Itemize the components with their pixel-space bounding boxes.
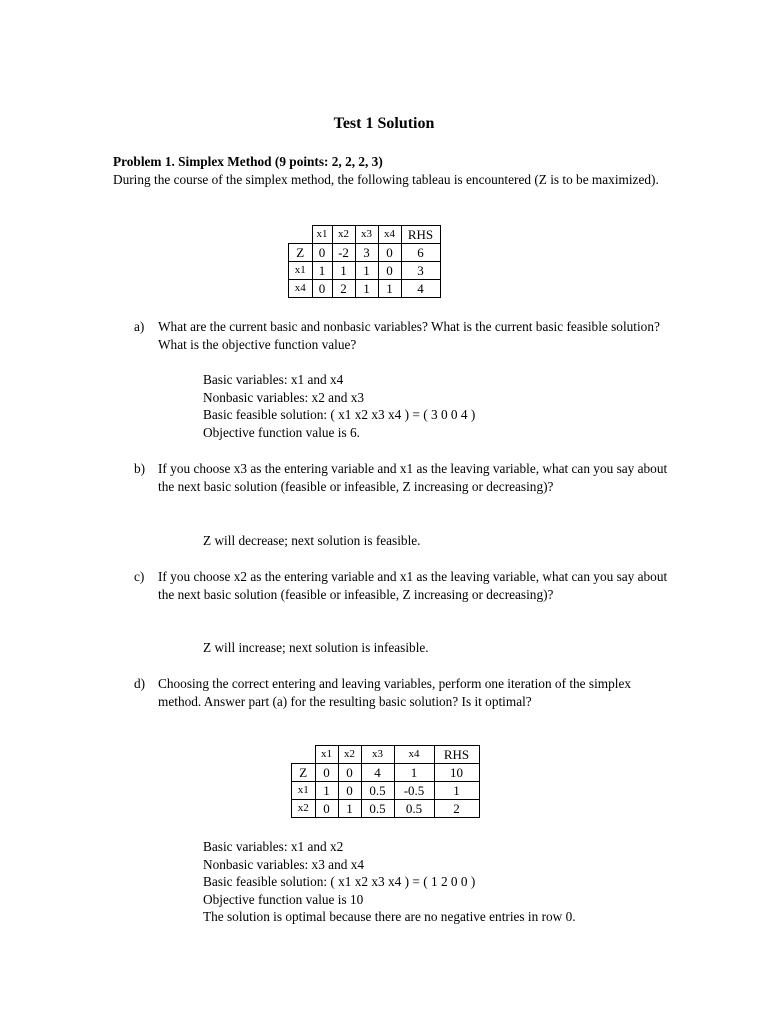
answer-line: Nonbasic variables: x2 and x3 — [203, 389, 364, 405]
table-cell: 1 — [312, 262, 332, 280]
table-cell: 4 — [361, 764, 394, 782]
table-cell: 0 — [338, 782, 361, 800]
table-cell: 0.5 — [361, 800, 394, 818]
table-row — [289, 244, 441, 262]
table-cell: 0 — [312, 244, 332, 262]
problem-intro: During the course of the simplex method, the following tableau is encountered (Z is to be maximized). — [113, 172, 659, 187]
table-row — [289, 262, 441, 280]
answer-line: Objective function value is 10 — [203, 891, 364, 907]
part-label: b) — [134, 461, 146, 476]
table-cell: 1 — [394, 764, 434, 782]
part-question: What are the current basic and nonbasic variables? What is the current basic feasible solution? What is the objective function value? — [158, 319, 660, 352]
tableau-header-row — [289, 226, 441, 244]
column-header: x4 — [378, 226, 401, 244]
table-cell: -0.5 — [394, 782, 434, 800]
part-question: If you choose x3 as the entering variable and x1 as the leaving variable, what can you say about the next basic solution (feasible or infeasible, Z increasing or decreasing)? — [158, 461, 668, 494]
table-cell: 2 — [332, 280, 355, 298]
table-cell: 1 — [315, 782, 338, 800]
table-cell: 0 — [315, 764, 338, 782]
column-header: x3 — [355, 226, 378, 244]
column-header: x2 — [332, 226, 355, 244]
table-cell: 1 — [332, 262, 355, 280]
table-cell: 0 — [315, 800, 338, 818]
part-a-answers — [203, 371, 475, 441]
table-cell: 1 — [355, 280, 378, 298]
part-label: d) — [134, 676, 146, 691]
tableau-header-row — [292, 746, 480, 764]
table-cell: 1 — [338, 800, 361, 818]
table-row — [292, 782, 480, 800]
answer-line: Basic variables: x1 and x2 — [203, 839, 344, 854]
table-row — [292, 764, 480, 782]
column-header: x3 — [361, 746, 394, 764]
answer-line: Basic variables: x1 and x4 — [203, 372, 344, 387]
table-cell: 0 — [338, 764, 361, 782]
part-c — [134, 568, 674, 603]
row-label: x4 — [289, 280, 313, 298]
column-header: RHS — [401, 226, 440, 244]
tableau-final — [291, 745, 480, 818]
table-cell: 2 — [434, 800, 479, 818]
part-a — [134, 318, 674, 353]
table-cell: 10 — [434, 764, 479, 782]
table-cell: 1 — [434, 782, 479, 800]
table-cell: 0 — [378, 244, 401, 262]
answer-line: Basic feasible solution: ( x1 x2 x3 x4 ) = ( 3 0 0 4 ) — [203, 407, 476, 422]
table-cell: 0.5 — [361, 782, 394, 800]
table-cell: 4 — [401, 280, 440, 298]
answer-line: Z will increase; next solution is infeasible. — [203, 640, 429, 655]
table-cell: 3 — [401, 262, 440, 280]
table-row — [292, 800, 480, 818]
row-label: x2 — [292, 800, 316, 818]
part-d-answers — [203, 838, 576, 926]
row-label: x1 — [289, 262, 313, 280]
column-header: x1 — [315, 746, 338, 764]
table-row — [289, 280, 441, 298]
tableau-initial — [288, 225, 441, 298]
table-cell: 1 — [355, 262, 378, 280]
table-cell: 0 — [312, 280, 332, 298]
part-d — [134, 675, 674, 710]
table-cell: 0.5 — [394, 800, 434, 818]
answer-line: Nonbasic variables: x3 and x4 — [203, 856, 364, 872]
page-title: Test 1 Solution — [333, 115, 435, 132]
column-header: RHS — [434, 746, 479, 764]
answer-line: The solution is optimal because there are no negative entries in row 0. — [203, 909, 576, 924]
answer-line: Objective function value is 6. — [203, 424, 360, 440]
column-header: x2 — [338, 746, 361, 764]
problem-title: Problem 1. Simplex Method (9 points: 2, 2, 2, 3) — [113, 154, 383, 169]
answer-line: Z will decrease; next solution is feasible. — [203, 533, 421, 548]
row-label: Z — [289, 244, 313, 262]
part-b — [134, 460, 674, 495]
part-b-answer — [203, 532, 421, 550]
part-question: If you choose x2 as the entering variable and x1 as the leaving variable, what can you say about the next basic solution (feasible or infeasible, Z increasing or decreasing)? — [158, 569, 668, 602]
part-label: a) — [134, 319, 145, 334]
answer-line: Basic feasible solution: ( x1 x2 x3 x4 ) = ( 1 2 0 0 ) — [203, 874, 476, 889]
column-header: x1 — [312, 226, 332, 244]
column-header: x4 — [394, 746, 434, 764]
part-label: c) — [134, 569, 145, 584]
part-c-answer — [203, 639, 429, 657]
part-question: Choosing the correct entering and leaving variables, perform one iteration of the simplex method. Answer part (a) for the resulting basic solution? Is it optimal? — [158, 676, 631, 709]
table-cell: 6 — [401, 244, 440, 262]
row-label: x1 — [292, 782, 316, 800]
table-cell: -2 — [332, 244, 355, 262]
table-cell: 3 — [355, 244, 378, 262]
row-label: Z — [292, 764, 316, 782]
table-cell: 0 — [378, 262, 401, 280]
table-cell: 1 — [378, 280, 401, 298]
